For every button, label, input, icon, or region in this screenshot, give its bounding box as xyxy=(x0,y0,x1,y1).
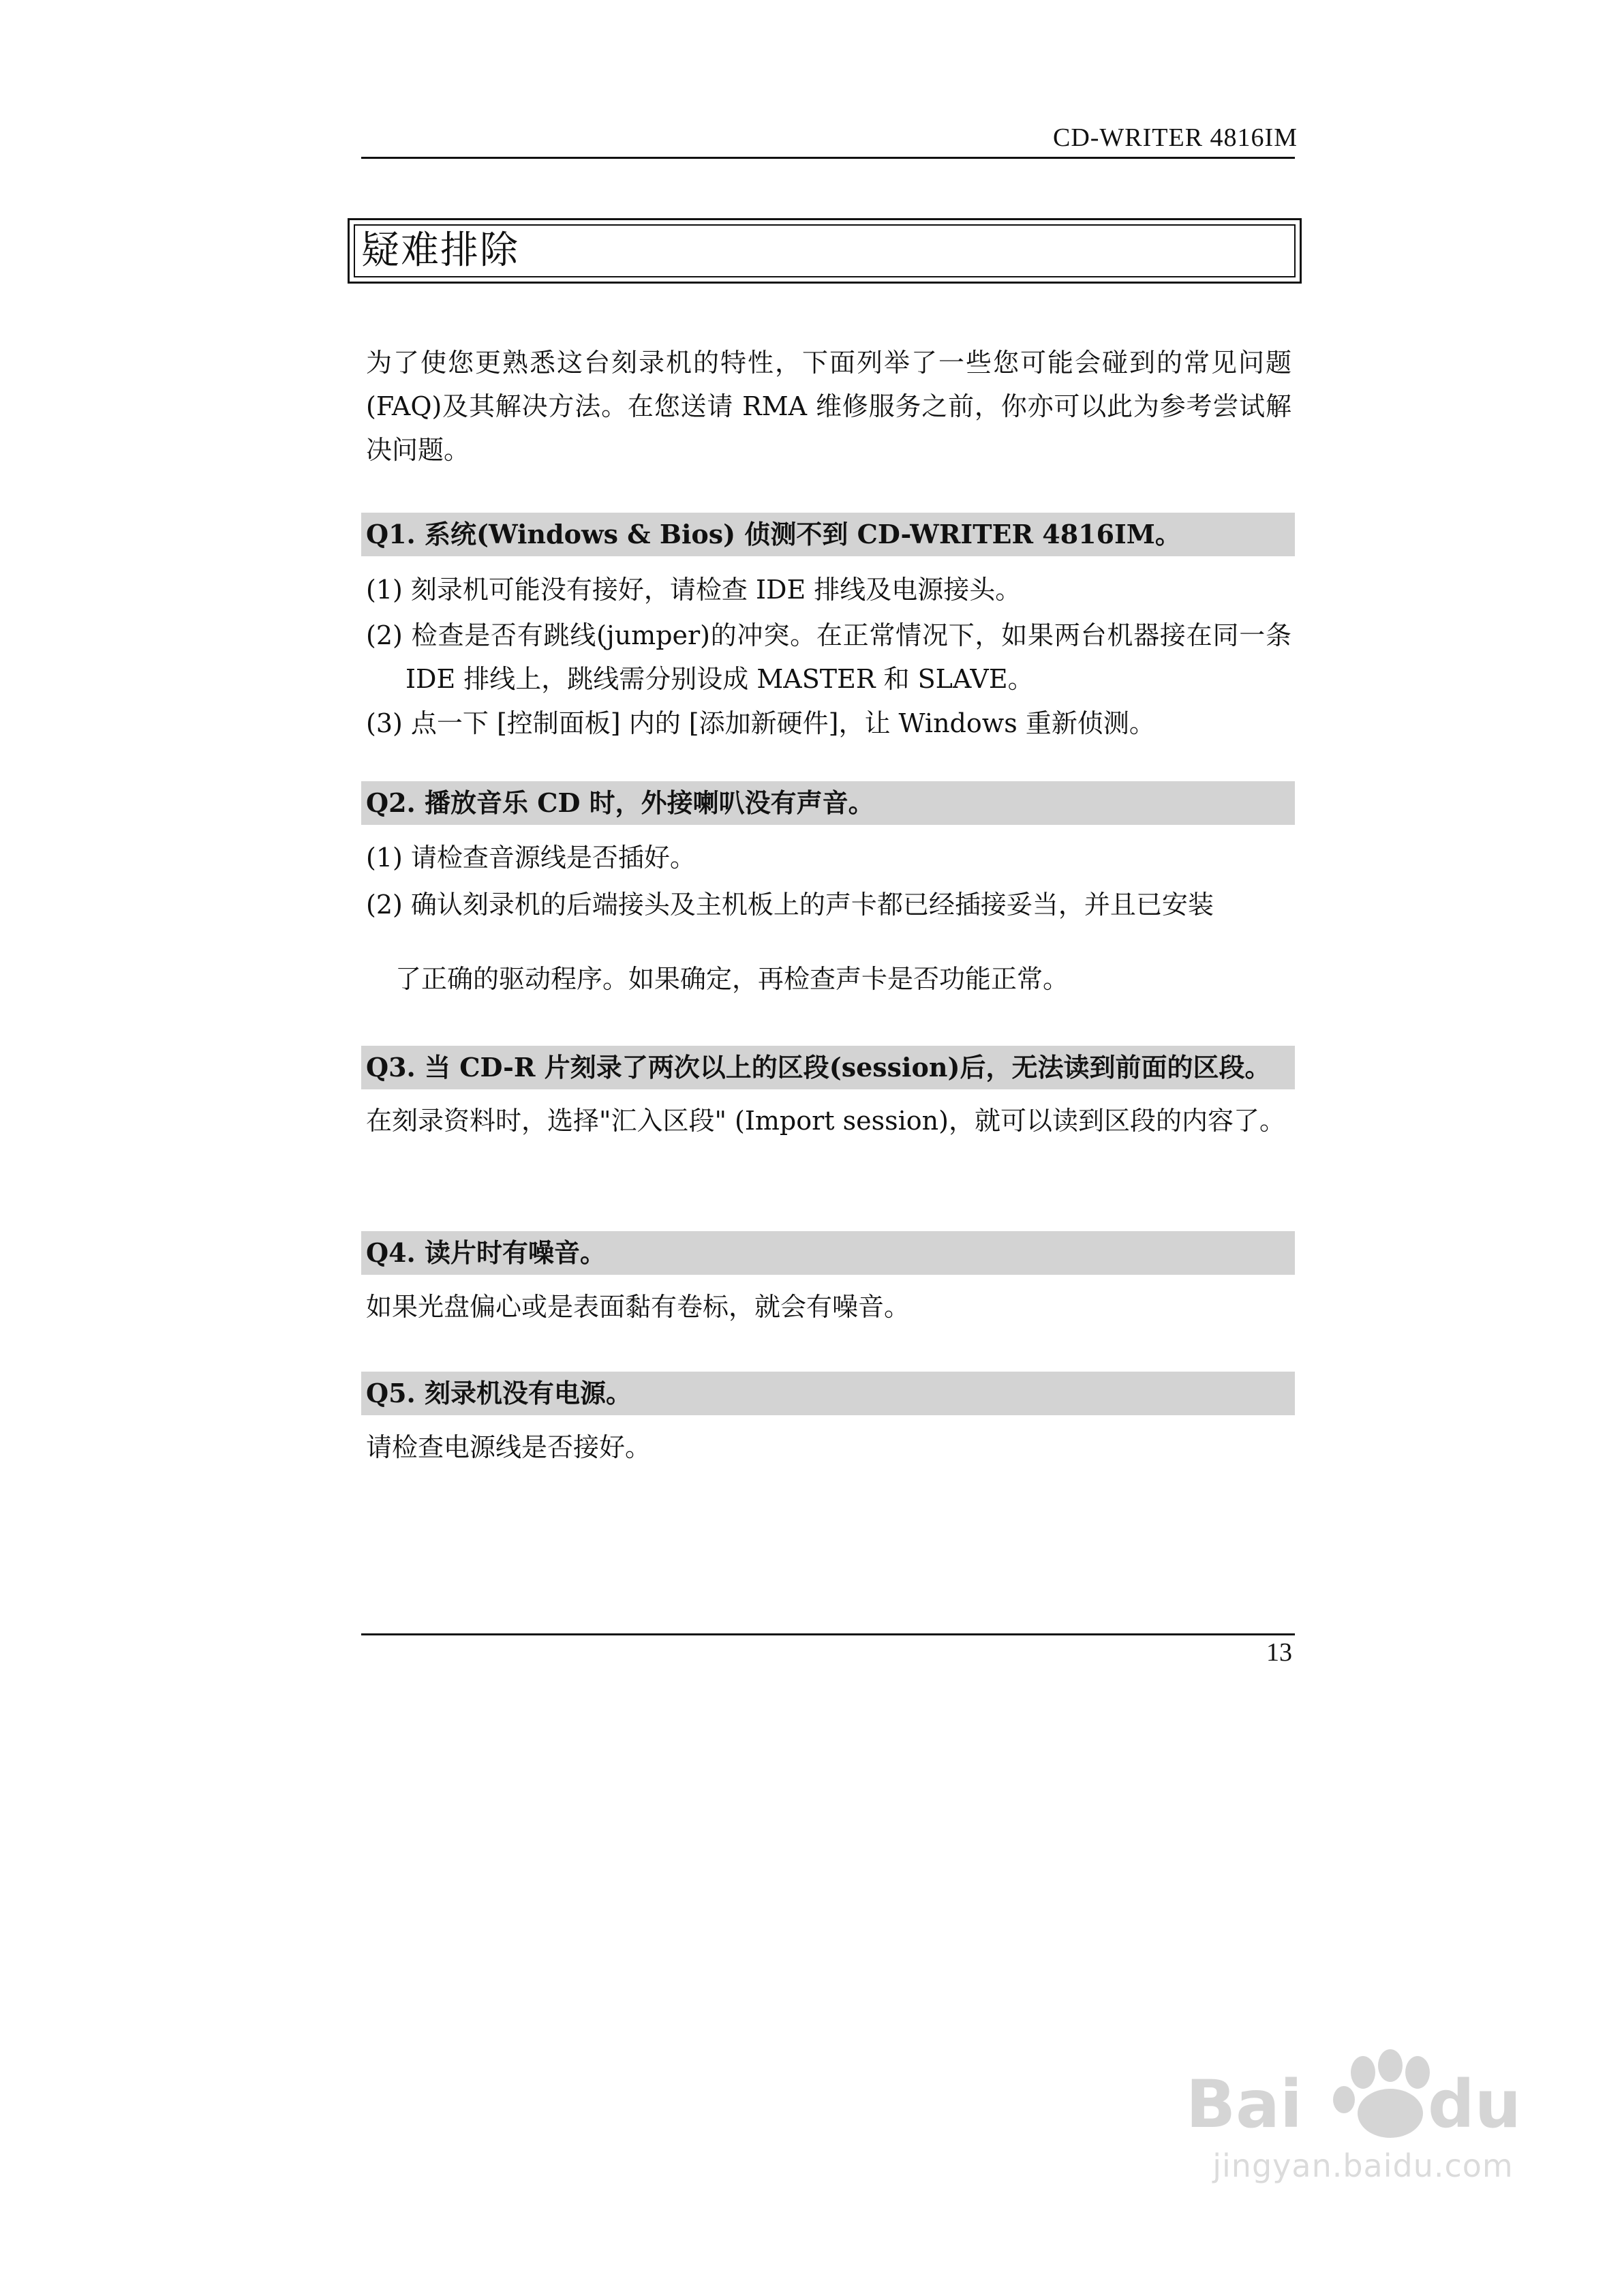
header-divider xyxy=(361,157,1295,159)
watermark-url: jingyan.baidu.com xyxy=(1212,2147,1514,2184)
answer-q3: 在刻录资料时，选择"汇入区段" (Import session)，就可以读到区段的内容了。 xyxy=(366,1106,1285,1136)
svg-text:Bai: Bai xyxy=(1186,2066,1302,2143)
baidu-watermark xyxy=(1159,2045,1567,2250)
answer-q1-1: (1) 刻录机可能没有接好，请检查 IDE 排线及电源接头。 xyxy=(366,575,1022,605)
answer-q2-1: (1) 请检查音源线是否插好。 xyxy=(366,843,696,873)
question-q1: Q1. 系统(Windows & Bios) 侦测不到 CD-WRITER 4816IM。 xyxy=(366,519,1181,549)
answer-q1-3: (3) 点一下 [控制面板] 内的 [添加新硬件]，让 Windows 重新侦测。 xyxy=(366,708,1155,738)
footer-divider xyxy=(361,1633,1295,1635)
answer-q4: 如果光盘偏心或是表面黏有卷标，就会有噪音。 xyxy=(366,1292,911,1322)
answer-q5: 请检查电源线是否接好。 xyxy=(366,1432,652,1462)
question-q3: Q3. 当 CD-R 片刻录了两次以上的区段(session)后，无法读到前面的区段。 xyxy=(366,1052,1271,1083)
question-q5: Q5. 刻录机没有电源。 xyxy=(366,1378,632,1408)
question-q2: Q2. 播放音乐 CD 时，外接喇叭没有声音。 xyxy=(366,787,874,818)
section-title: 疑难排除 xyxy=(361,228,519,273)
page-number: 13 xyxy=(1266,1638,1292,1667)
intro-paragraph: 为了使您更熟悉这台刻录机的特性，下面列举了一些您可能会碰到的常见问题(FAQ)及其解决方法。在您送请 RMA 维修服务之前，你亦可以此为参考尝试解决问题。 xyxy=(366,348,1291,465)
document-header-title: CD-WRITER 4816IM xyxy=(1052,123,1298,152)
answer-q2-2: (2) 确认刻录机的后端接头及主机板上的声卡都已经插接妥当，并且已安装 xyxy=(366,890,1214,920)
answer-q1-2: (2) 检查是否有跳线(jumper)的冲突。在正常情况下，如果两台机器接在同一条 IDE 排线上，跳线需分别设成 MASTER 和 SLAVE。 xyxy=(366,620,1291,694)
question-q4: Q4. 读片时有噪音。 xyxy=(366,1237,607,1268)
svg-text:du: du xyxy=(1428,2066,1522,2143)
baidu-paw-logo-icon xyxy=(1159,2045,1567,2147)
answer-q2-3: 了正确的驱动程序。如果确定，再检查声卡是否功能正常。 xyxy=(395,964,1069,994)
